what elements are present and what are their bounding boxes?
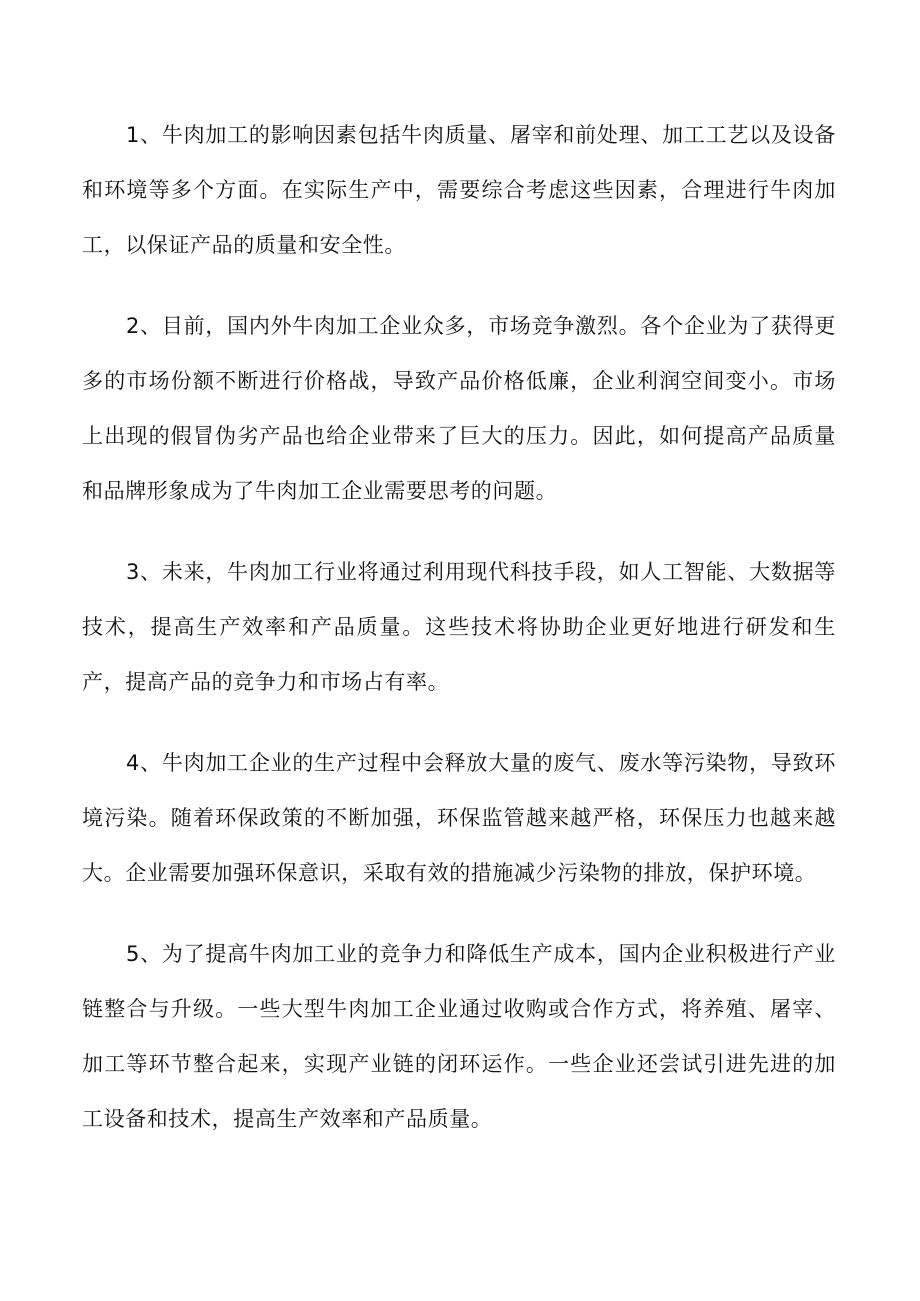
paragraph-5: 5、为了提高牛肉加工业的竞争力和降低生产成本，国内企业积极进行产业链整合与升级。一些大型牛肉加工企业通过收购或合作方式，将养殖、屠宰、加工等环节整合起来，实现产业链的闭环运作。一些企业还尝试引进先进的加工设备和技术，提高生产效率和产品质量。: [82, 942, 836, 1131]
document-body: [82, 108, 836, 1173]
paragraph-1: 1、牛肉加工的影响因素包括牛肉质量、屠宰和前处理、加工工艺以及设备和环境等多个方面。在实际生产中，需要综合考虑这些因素，合理进行牛肉加工，以保证产品的质量和安全性。: [82, 123, 836, 257]
paragraph-2: 2、目前，国内外牛肉加工企业众多，市场竞争激烈。各个企业为了获得更多的市场份额不断进行价格战，导致产品价格低廉，企业利润空间变小。市场上出现的假冒伪劣产品也给企业带来了巨大的压力。因此，如何提高产品质量和品牌形象成为了牛肉加工企业需要思考的问题。: [82, 314, 836, 503]
paragraph-3: 3、未来，牛肉加工行业将通过利用现代科技手段，如人工智能、大数据等技术，提高生产效率和产品质量。这些技术将协助企业更好地进行研发和生产，提高产品的竞争力和市场占有率。: [82, 560, 836, 694]
paragraph-4: 4、牛肉加工企业的生产过程中会释放大量的废气、废水等污染物，导致环境污染。随着环保政策的不断加强，环保监管越来越严格，环保压力也越来越大。企业需要加强环保意识，采取有效的措施减少污染物的排放，保护环境。: [82, 751, 836, 885]
